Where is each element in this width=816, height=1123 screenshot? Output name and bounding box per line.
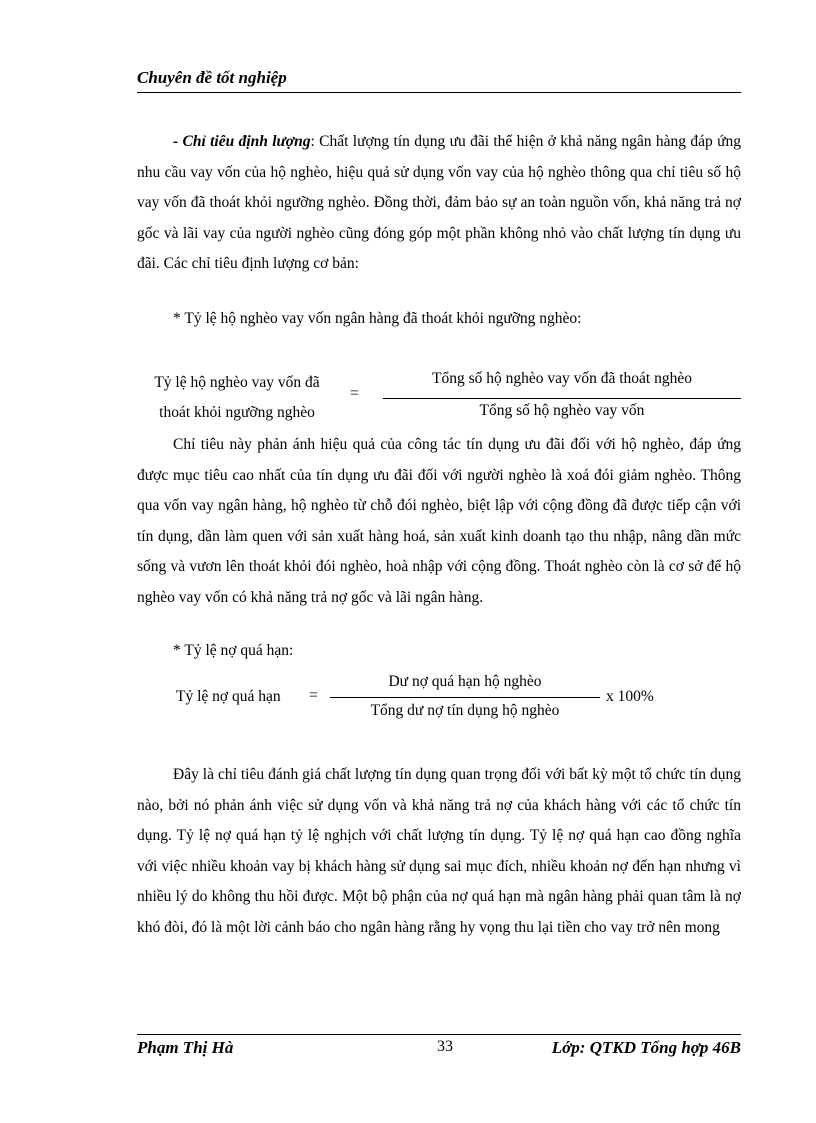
footer-author: Phạm Thị Hà	[137, 1038, 234, 1057]
section-text: : Chất lượng tín dụng ưu đãi thể hiện ở khả năng ngân hàng đáp ứng nhu cầu vay vốn của hộ nghèo, hiệu quả sử dụng vốn vay của hộ nghèo thông qua chỉ tiêu số hộ vay vốn đã thoát khỏi ngưỡng nghèo. Đồng thời, đảm bảo sự an toàn nguồn vốn, khả năng trả nợ gốc và lãi vay của người nghèo cũng đóng góp một phần không nhỏ vào chất lượng tín dụng ưu đãi. Các chỉ tiêu định lượng cơ bản:	[137, 133, 741, 272]
paragraph-overdue-explanation: Đây là chỉ tiêu đánh giá chất lượng tín dụng quan trọng đối với bất kỳ một tổ chức tín dụng nào, bởi nó phản ánh việc sử dụng vốn và khả năng trả nợ của khách hàng với các tổ chức tín dụng. Tỷ lệ nợ quá hạn tỷ lệ nghịch với chất lượng tín dụng. Tỷ lệ nợ quá hạn cao đồng nghĩa với việc nhiều khoản vay bị khách hàng sử dụng sai mục đích, nhiều khoản nợ đến hạn nhưng vì nhiều lý do không thu hồi được. Một bộ phận của nợ quá hạn mà ngân hàng phải quan tâm là nợ khó đòi, đó là một lời cảnh báo cho ngân hàng rằng hy vọng thu lại tiền cho vay trở nên mong	[137, 766, 741, 936]
formula1-equals: =	[350, 385, 359, 402]
formula1-denominator: Tổng số hộ nghèo vay vốn	[479, 402, 645, 419]
formula2-equals: =	[309, 687, 318, 704]
formula2-left: Tỷ lệ nợ quá hạn	[176, 688, 281, 705]
header-divider	[137, 92, 741, 93]
paragraph-poverty-exit-explanation: Chỉ tiêu này phản ánh hiệu quả của công tác tín dụng ưu đãi đối với hộ nghèo, đáp ứng được mục tiêu cao nhất của tín dụng ưu đãi đối với người nghèo là xoá đói giảm nghèo. Thông qua vốn vay ngân hàng, hộ nghèo từ chỗ đói nghèo, biệt lập với cộng đồng đã được tiếp cận với tín dụng, dần làm quen với sản xuất hàng hoá, sản xuất kinh doanh tạo thu nhập, nâng dần mức sống và vươn lên thoát khỏi đói nghèo, hoà nhập với cộng đồng. Thoát nghèo còn là cơ sở để hộ nghèo vay vốn có khả năng trả nợ gốc và lãi ngân hàng.	[137, 436, 741, 606]
page-header	[137, 68, 741, 88]
formula-poverty-exit-ratio	[137, 368, 741, 430]
bullet-poverty-exit-ratio: * Tỷ lệ hộ nghèo vay vốn ngân hàng đã thoát khỏi ngưỡng nghèo:	[173, 310, 582, 327]
formula-overdue-ratio	[176, 672, 676, 728]
footer-divider	[137, 1034, 741, 1035]
section-lead: - Chỉ tiêu định lượng	[173, 133, 311, 150]
formula2-numerator: Dư nợ quá hạn hộ nghèo	[388, 673, 542, 690]
formula2-fraction-bar	[330, 697, 600, 698]
footer-class: Lớp: QTKD Tổng hợp 46B	[551, 1038, 741, 1057]
bullet-overdue-ratio: * Tỷ lệ nợ quá hạn:	[173, 642, 294, 659]
formula1-left: Tỷ lệ hộ nghèo vay vốn đã thoát khỏi ngưỡng nghèo	[154, 374, 320, 421]
page-footer	[137, 1038, 741, 1062]
formula1-numerator: Tổng số hộ nghèo vay vốn đã thoát nghèo	[431, 370, 692, 387]
formula2-denominator: Tổng dư nợ tín dụng hộ nghèo	[370, 702, 560, 719]
formula1-fraction-bar	[383, 398, 741, 399]
page-number: 33	[437, 1038, 453, 1055]
header-title: Chuyên đề tốt nghiệp	[137, 68, 287, 87]
section-quantitative-indicators	[137, 127, 741, 280]
formula2-multiplier: x 100%	[606, 688, 654, 705]
